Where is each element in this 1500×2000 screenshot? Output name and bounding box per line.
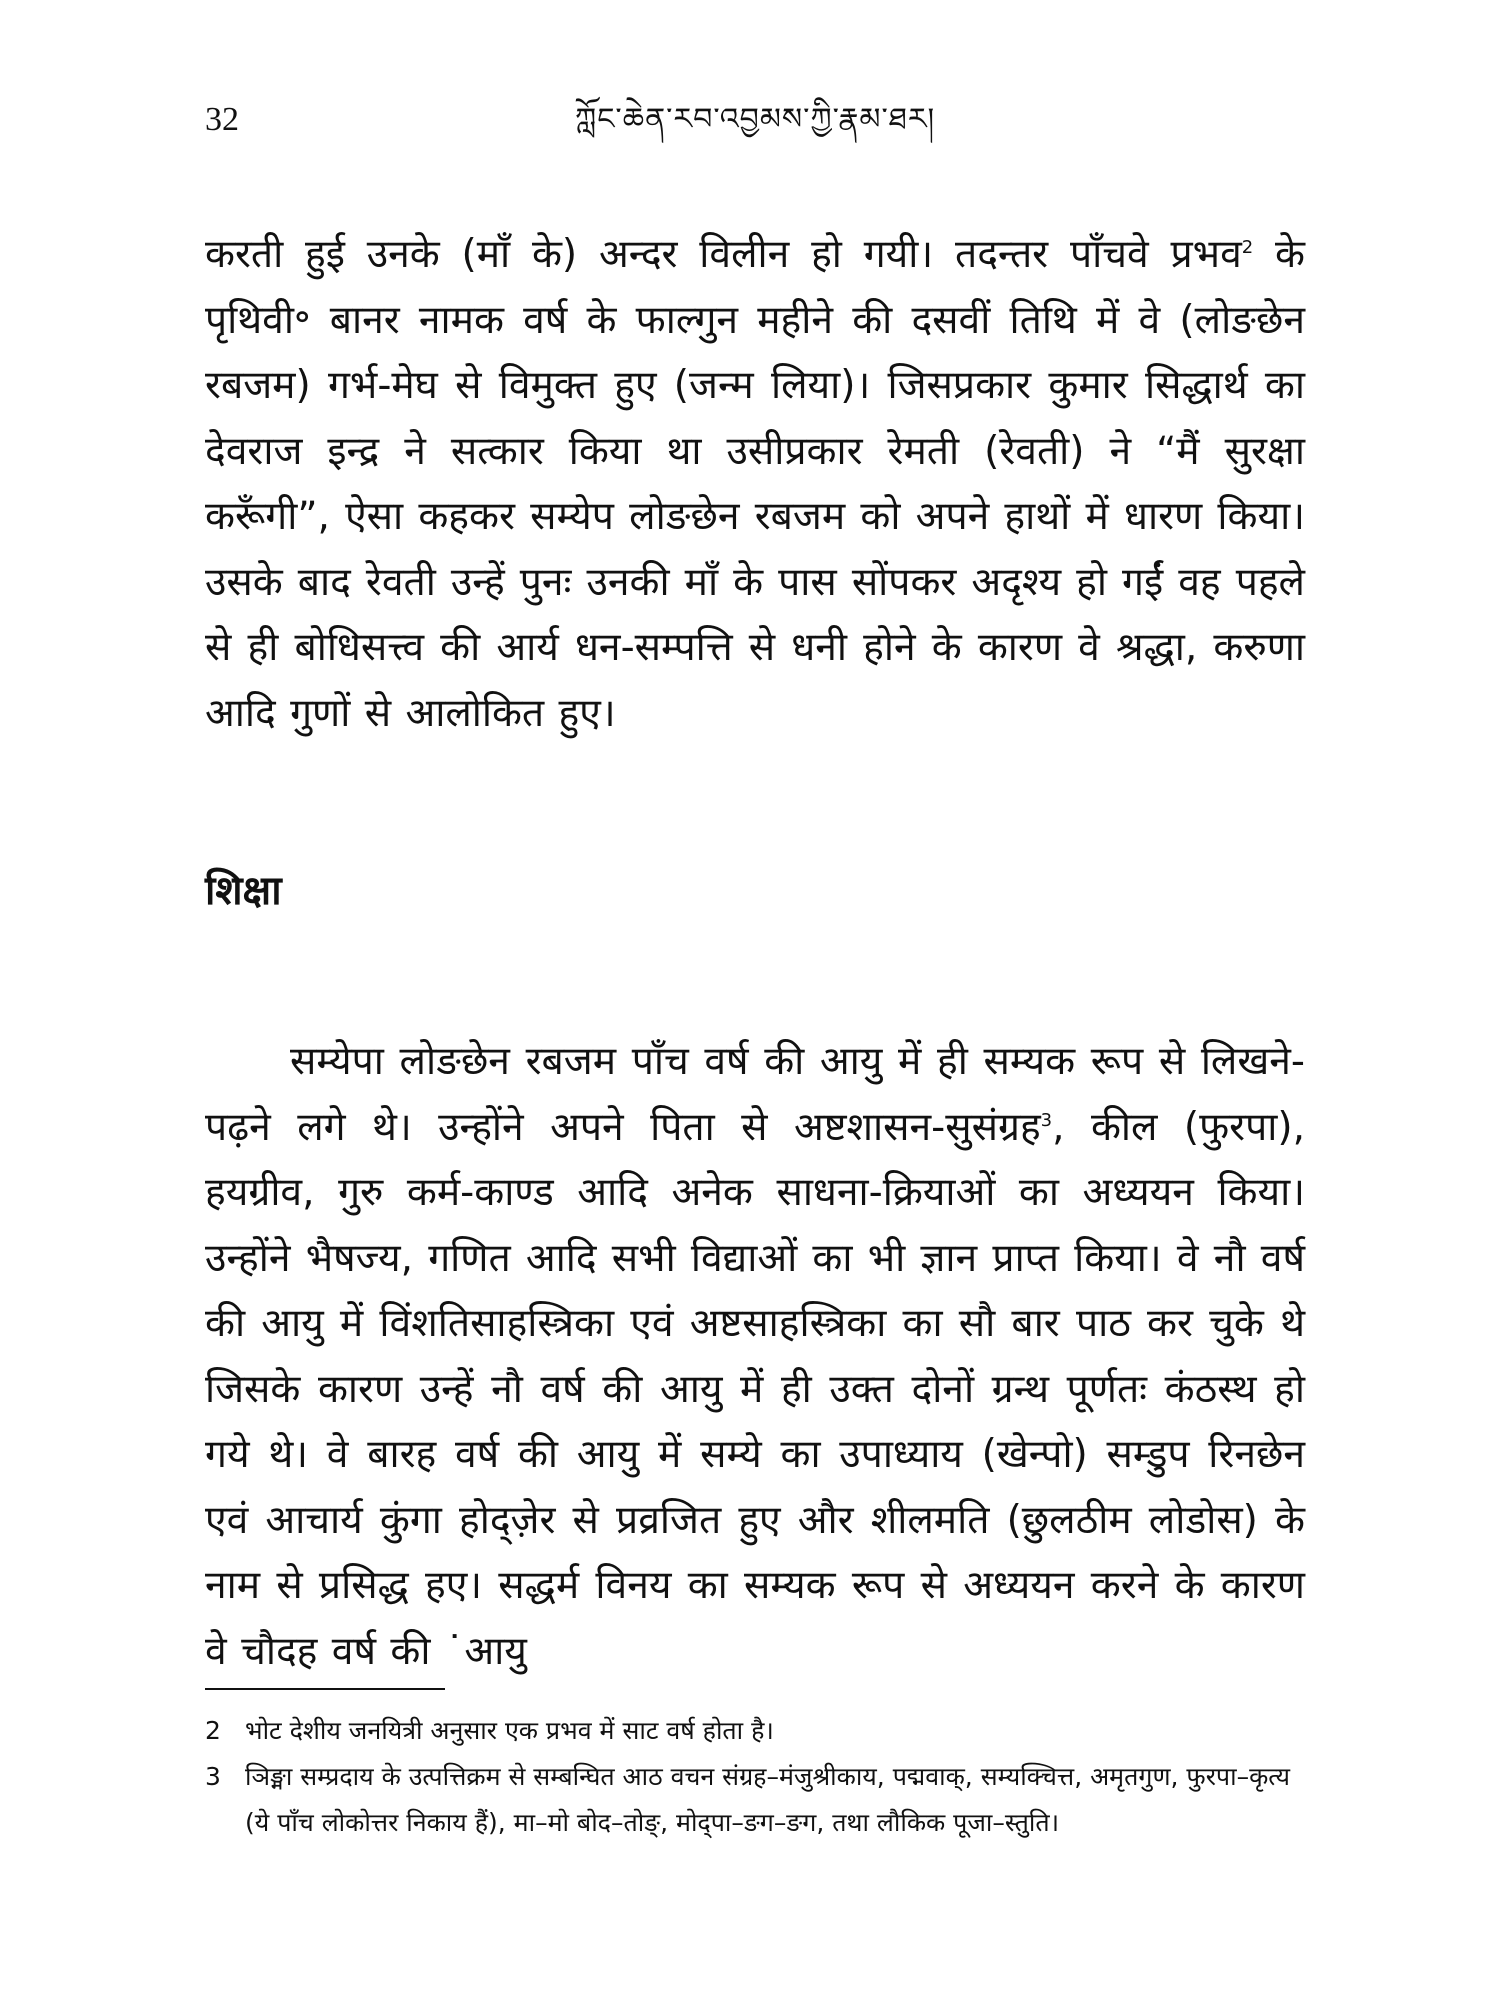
section-heading: शिक्षा (205, 868, 282, 915)
footnote-divider (205, 1688, 445, 1690)
footnote-number: 2 (205, 1716, 221, 1745)
paragraph-text: के पृथिवी॰ बानर नामक वर्ष के फाल्गुन महीने की दसवीं तिथि में वे (लोङछेन रबजम) गर्भ-मेघ से विमुक्त हुए (जन्म लिया)। जिसप्रकार कुमार सिद्धार्थ का देवराज इन्द्र ने सत्कार किया था उसीप्रकार रेमती (रेवती) ने “मैं सुरक्षा करूँगी”, ऐसा कहकर सम्येप लोङछेन रबजम को अपने हाथों में धारण किया। उसके बाद रेवती उन्हें पुनः उनकी माँ के पास सोंपकर अदृश्य हो गईं वह पहले से ही बोधिसत्त्व की आर्य धन-सम्पत्ति से धनी होने के कारण वे श्रद्धा, करुणा आदि गुणों से आलोकित हुए। (205, 232, 1305, 736)
footnote-3 (205, 1754, 1305, 1846)
paragraph-text: , कील (फुरपा), हयग्रीव, गुरु कर्म-काण्ड आदि अनेक साधना-क्रियाओं का अध्ययन किया। उन्होंने भैषज्य, गणित आदि सभी विद्याओं का भी ज्ञान प्राप्त किया। वे नौ वर्ष की आयु में विंशतिसाहस्त्रिका एवं अष्टसाहस्त्रिका का सौ बार पाठ कर चुके थे जिसके कारण उन्हें नौ वर्ष की आयु में ही उक्त दोनों ग्रन्थ पूर्णतः कंठस्थ हो गये थे। वे बारह वर्ष की आयु में सम्ये का उपाध्याय (खेन्पो) सम्डुप रिनछेन एवं आचार्य कुंगा होद्ज़ेर से प्रव्रजित हुए और शीलमति (छुलठीम लोडोस) के नाम से प्रसिद्ध हए। सद्धर्म विनय का सम्यक रूप से अध्ययन करने के कारण वे चौदह वर्ष की ˙आयु (205, 1104, 1305, 1674)
footnotes (205, 1708, 1305, 1846)
page-header (205, 98, 1305, 158)
footnote-2 (205, 1708, 1305, 1754)
paragraph-education (205, 1029, 1305, 1684)
footnote-text: भोट देशीय जनयित्री अनुसार एक प्रभव में साट वर्ष होता है। (245, 1716, 774, 1745)
running-title: ཀློང་ཆེན་རབ་འབྱམས་ཀྱི་རྣམ་ཐར། (575, 102, 936, 137)
paragraph-text: सम्येपा लोङछेन रबजम पाँच वर्ष की आयु में ही सम्यक रूप से लिखने-पढ़ने लगे थे। उन्होंने अपने पिता से अष्टशासन-सुसंग्रह (205, 1039, 1305, 1150)
paragraph-text: करती हुई उनके (माँ के) अन्दर विलीन हो गयी। तदन्तर पाँचवे प्रभव (205, 232, 1242, 277)
paragraph-birth (205, 222, 1305, 746)
footnote-reference: 3 (1040, 1109, 1053, 1131)
footnote-reference: 2 (1241, 237, 1254, 258)
footnote-text: ञिङ्मा सम्प्रदाय के उत्पत्तिक्रम से सम्बन्घित आठ वचन संग्रह–मंजुश्रीकाय, पद्मवाक्, सम्यक्चित्त, अमृतगुण, फुरपा–कृत्य (ये पाँच लोकोत्तर निकाय हैं), मा–मो बोद–तोङ्, मोद्पा–ङग–ङग, तथा लौकिक पूजा–स्तुति। (245, 1762, 1291, 1837)
page-number: 32 (205, 101, 239, 138)
footnote-number: 3 (205, 1762, 221, 1791)
